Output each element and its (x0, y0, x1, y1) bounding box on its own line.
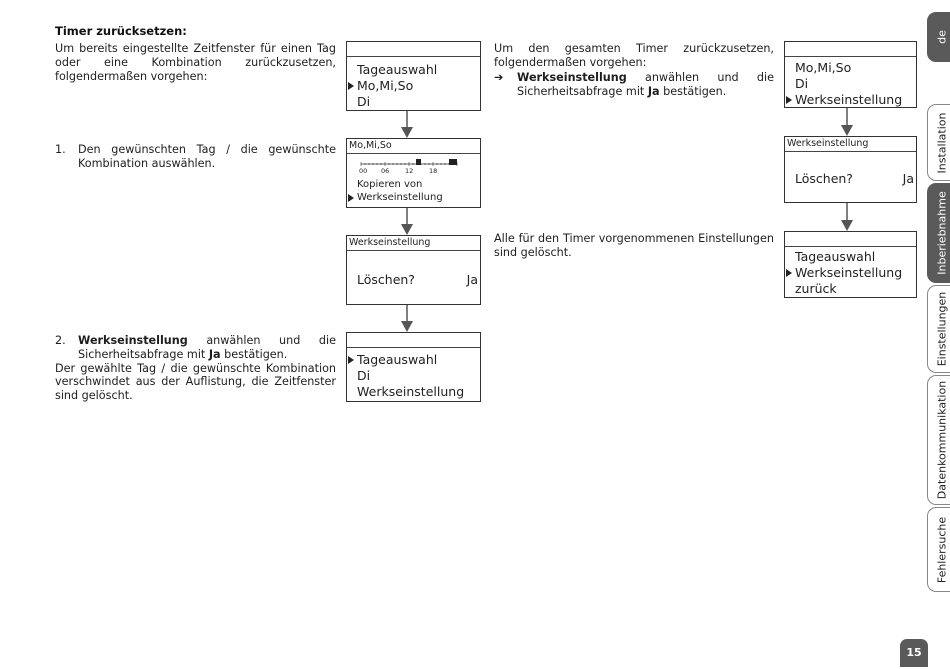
display-reset-confirm-all (784, 136, 917, 203)
display-line-selected: Mo,Mi,So (357, 78, 414, 93)
middle-step-bold: Werkseinstellung (517, 71, 627, 84)
step-1-text: Den gewünschten Tag / die gewünschte Kombination auswählen. (78, 143, 336, 170)
display-line: Di (795, 76, 809, 91)
tab-inbetriebnahme[interactable] (927, 183, 950, 283)
display-day-selection (346, 41, 481, 111)
tab-label: Inberiebnahme (935, 191, 948, 275)
tab-label: Fehlersuche (935, 516, 948, 583)
display-line-selected: Tageauswahl (357, 352, 438, 367)
tab-datenkommunikation[interactable] (927, 375, 950, 505)
cursor-icon (786, 96, 792, 104)
tab-label: Einstellungen (935, 291, 948, 367)
middle-step-end: bestätigen. (659, 84, 727, 98)
display-line-selected: Werkseinstellung (795, 265, 903, 280)
down-arrow-icon (400, 111, 414, 138)
tab-einstellungen[interactable] (927, 285, 950, 373)
left-intro: Um bereits eingestellte Zeitfenster für einen Tag oder eine Kombination zurückzusetzen, folgendermaßen vorgehen: (55, 42, 336, 83)
display-line: zurück (795, 281, 837, 296)
confirm-answer: Ja (902, 171, 914, 186)
left-result: Der gewählte Tag / die gewünschte Kombination verschwindet aus der Auflistung, die Zeitfenster sind gelöscht. (55, 361, 336, 403)
middle-step (494, 71, 774, 99)
display-timer-day (346, 138, 481, 208)
tab-label: de (935, 30, 948, 44)
display-header: Werkseinstellung (785, 137, 916, 152)
timeline-tick-labels (359, 167, 459, 176)
step-2-number: 2. (55, 334, 66, 347)
tick-label: 00 (359, 167, 368, 175)
display-day-list (784, 41, 917, 108)
middle-result: Alle für den Timer vorgenommenen Einstellungen sind gelöscht. (494, 232, 774, 259)
confirm-answer: Ja (466, 272, 478, 287)
display-header-bar (785, 232, 916, 247)
tab-language[interactable] (927, 12, 950, 62)
down-arrow-icon (840, 203, 854, 231)
step-2-mid: anwählen und die Sicherheitsabfrage mit (78, 334, 336, 361)
cursor-icon (348, 82, 354, 90)
display-header-bar (347, 333, 480, 348)
display-line: Tageauswahl (795, 249, 876, 264)
display-line: Tageauswahl (357, 62, 438, 77)
display-line: Kopieren von (357, 179, 423, 190)
cursor-icon (786, 269, 792, 277)
display-line: Di (357, 368, 371, 383)
confirm-question: Löschen? (357, 272, 415, 287)
display-line: Di (357, 94, 371, 109)
display-header-bar (785, 42, 916, 57)
display-line: Werkseinstellung (357, 384, 465, 399)
step-1-number: 1. (55, 143, 66, 156)
tab-installation[interactable] (927, 104, 950, 181)
tick-label: 06 (381, 167, 390, 175)
down-arrow-icon (840, 108, 854, 136)
tab-label: Installation (935, 112, 948, 173)
display-reset-confirm (346, 235, 481, 305)
arrow-icon: ➔ (494, 71, 504, 84)
tick-label: 12 (405, 167, 414, 175)
confirm-question: Löschen? (795, 171, 853, 186)
section-heading: Timer zurücksetzen: (55, 24, 187, 38)
display-line-selected: Werkseinstellung (795, 92, 903, 107)
tab-fehlersuche[interactable] (927, 507, 950, 592)
middle-step-bold-ja: Ja (647, 84, 660, 98)
page-number: 15 (900, 639, 928, 667)
middle-intro: Um den gesamten Timer zurückzusetzen, folgendermaßen vorgehen: (494, 42, 774, 69)
cursor-icon (348, 194, 354, 202)
step-2-bold-ja: Ja (208, 347, 221, 361)
tick-label: 18 (429, 167, 438, 175)
display-header-bar (347, 42, 480, 57)
step-2 (55, 334, 336, 403)
display-header: Mo,Mi,So (347, 139, 480, 154)
tab-label: Datenkommunikation (935, 380, 948, 500)
step-2-end: bestätigen. (220, 347, 288, 361)
display-line: Mo,Mi,So (795, 60, 852, 75)
display-line-selected: Werkseinstellung (357, 192, 443, 203)
display-timer-menu (784, 231, 917, 298)
display-day-selection-after (346, 332, 481, 402)
step-2-bold: Werkseinstellung (78, 334, 188, 347)
cursor-icon (348, 356, 354, 364)
middle-step-mid: anwählen und die Sicherheitsabfrage mit (517, 71, 774, 98)
step-1 (55, 143, 336, 171)
down-arrow-icon (400, 208, 414, 235)
down-arrow-icon (400, 305, 414, 332)
display-header: Werkseinstellung (347, 236, 480, 251)
